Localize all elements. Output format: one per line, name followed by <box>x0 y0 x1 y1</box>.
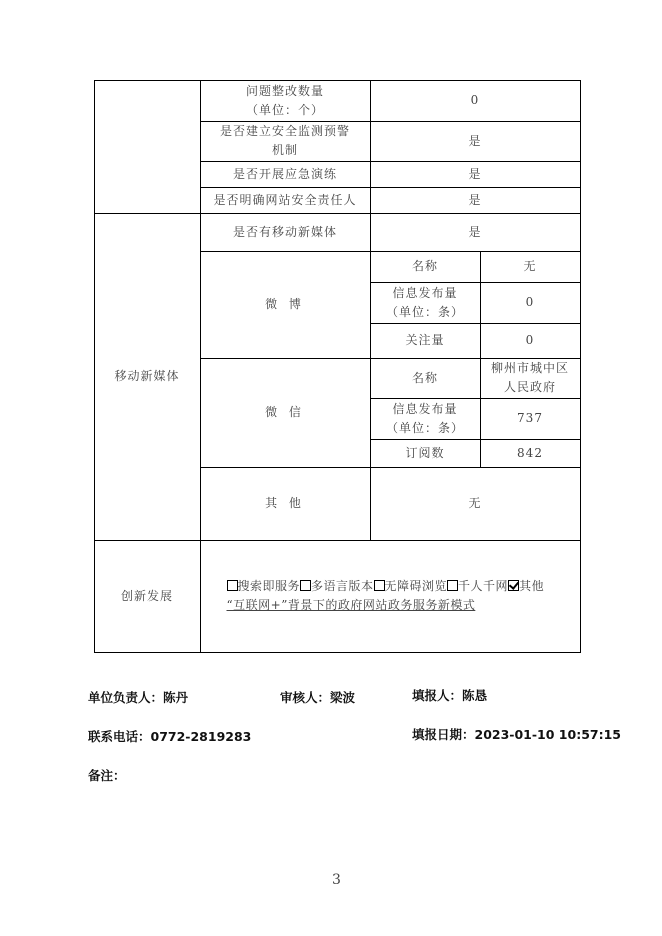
wechat-subscribers-label: 订阅数 <box>370 439 481 468</box>
checkbox-personalized[interactable] <box>447 580 458 591</box>
security-owner-value: 是 <box>370 187 581 214</box>
checkbox-search-service[interactable] <box>227 580 238 591</box>
section-label-mobile-media: 移动新媒体 <box>94 213 201 541</box>
weibo-label: 微 博 <box>200 251 371 359</box>
wechat-subscribers-value: 842 <box>480 439 581 468</box>
weibo-posts-value: 0 <box>480 282 581 324</box>
weibo-name-label: 名称 <box>370 251 481 283</box>
monitor-mechanism-label: 是否建立安全监测预警 机制 <box>200 121 371 162</box>
weibo-name-value: 无 <box>480 251 581 283</box>
emergency-drill-value: 是 <box>370 161 581 188</box>
wechat-posts-label: 信息发布量 （单位：条） <box>370 398 481 440</box>
wechat-name-label: 名称 <box>370 358 481 399</box>
rectify-count-value: 0 <box>370 80 581 122</box>
other-media-value: 无 <box>370 467 581 541</box>
wechat-posts-value: 737 <box>480 398 581 440</box>
rectify-count-label: 问题整改数量 （单位：个） <box>200 80 371 122</box>
reviewer: 审核人：梁波 <box>280 690 356 705</box>
option-multilingual: 多语言版本 <box>311 579 374 593</box>
filler: 填报人：陈恳 <box>412 688 488 703</box>
wechat-label: 微 信 <box>200 358 371 468</box>
security-owner-label: 是否明确网站安全责任人 <box>200 187 371 214</box>
weibo-posts-label: 信息发布量 （单位：条） <box>370 282 481 324</box>
section-label-innovation: 创新发展 <box>94 540 201 653</box>
wechat-name-value: 柳州市城中区 人民政府 <box>480 358 581 399</box>
weibo-followers-value: 0 <box>480 323 581 359</box>
fill-date: 填报日期：2023-01-10 10:57:15 <box>412 727 621 742</box>
section-cell-security-cont <box>94 80 201 214</box>
checkbox-accessibility[interactable] <box>374 580 385 591</box>
emergency-drill-label: 是否开展应急演练 <box>200 161 371 188</box>
innovation-other-text: “互联网+”背景下的政府网站政务服务新模式 <box>226 598 476 612</box>
remark-label: 备注： <box>88 768 126 783</box>
weibo-followers-label: 关注量 <box>370 323 481 359</box>
other-media-label: 其 他 <box>200 467 371 541</box>
checkbox-other[interactable] <box>508 580 519 591</box>
contact-phone: 联系电话：0772-2819283 <box>88 729 252 744</box>
option-search-service: 搜索即服务 <box>237 579 301 593</box>
option-personalized: 千人千网 <box>458 579 509 593</box>
option-accessibility: 无障碍浏览 <box>384 579 448 593</box>
checkbox-multilingual[interactable] <box>300 580 311 591</box>
monitor-mechanism-value: 是 <box>370 121 581 162</box>
has-mobile-media-label: 是否有移动新媒体 <box>200 213 371 252</box>
report-table <box>94 80 580 652</box>
page-number: 3 <box>332 872 341 888</box>
unit-head: 单位负责人：陈丹 <box>88 690 189 705</box>
innovation-options-cell <box>200 540 581 653</box>
innovation-options <box>201 577 580 615</box>
option-other: 其他 <box>519 579 545 593</box>
has-mobile-media-value: 是 <box>370 213 581 252</box>
